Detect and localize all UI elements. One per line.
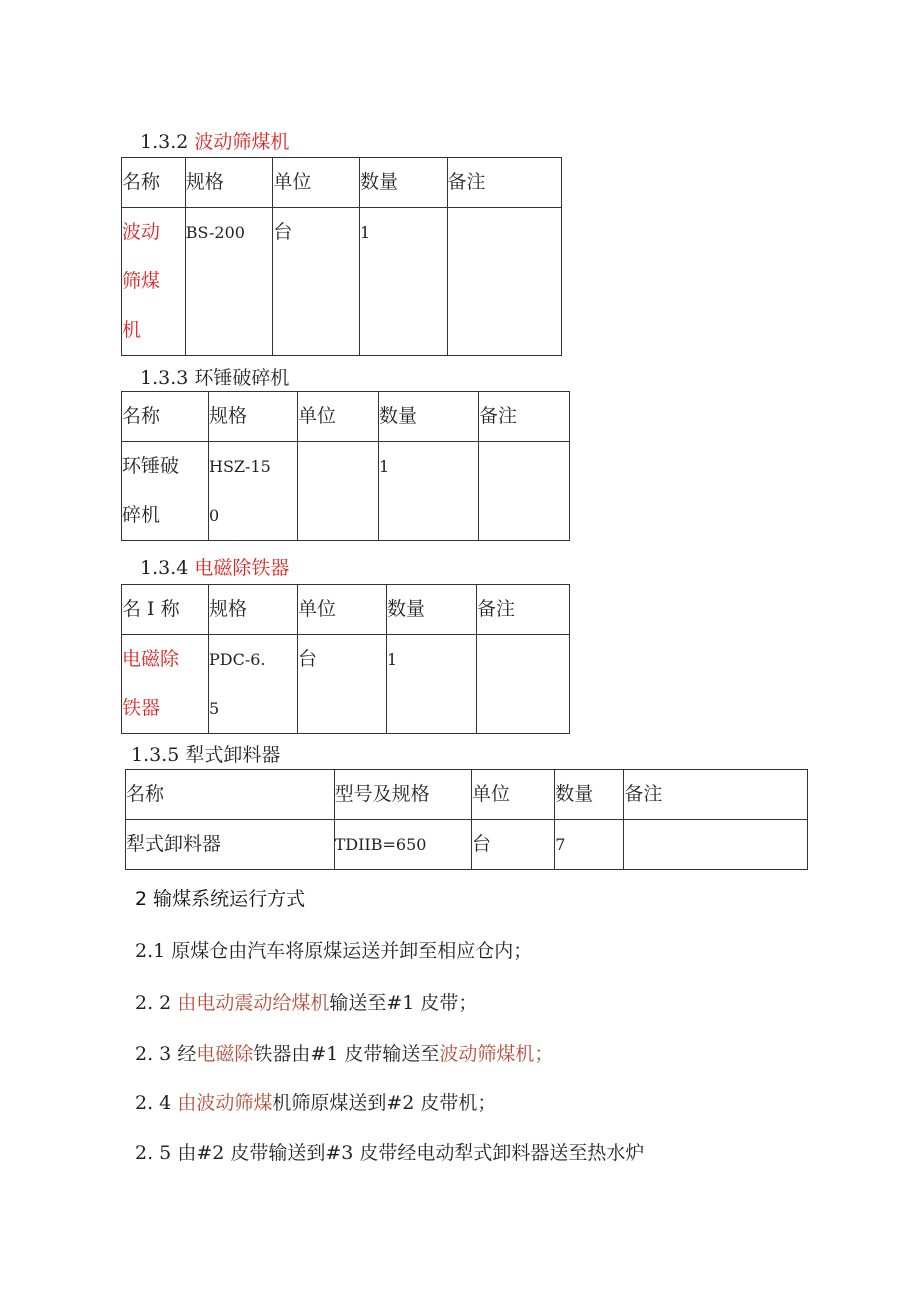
table-cell [447,208,561,356]
heading-number: 1.3.4 [140,557,189,579]
paragraph-text: 经 [177,1043,197,1065]
table-cell [624,820,808,870]
header-cell: 型号及规格 [334,770,471,820]
table-cell: BS-200 [185,208,273,356]
paragraph-2-4 [135,1088,496,1115]
heading-title: 电磁除铁器 [194,557,290,579]
table-cell [298,442,379,541]
header-cell: 数量 [379,392,479,442]
paragraph-number: 2. 3 [135,1043,172,1065]
paragraph-highlight: 波动筛煤机； [439,1043,554,1065]
paragraph-2-2 [135,988,477,1015]
table-header-row [122,585,570,635]
table-cell: 台 [273,208,360,356]
paragraph-number: 2.1 [135,940,166,962]
heading-number: 1.3.5 [131,744,180,766]
header-cell: 名称 [122,158,186,208]
header-cell: 单位 [298,585,387,635]
heading-1-3-2 [140,130,289,154]
heading-title: 环锤破碎机 [194,367,290,389]
heading-1-3-5 [131,743,280,767]
table-cell: 电磁除 铁器 [122,635,209,734]
table-cell: 犁式卸料器 [126,820,335,870]
paragraph-text: 原煤仓由汽车将原煤运送并卸至相应仓内； [171,940,533,962]
table-cell: 台 [472,820,555,870]
table-cell: HSZ-15 0 [209,442,298,541]
table-cell: 1 [387,635,477,734]
paragraph-text: 由#2 皮带输送到#3 皮带经电动犁式卸料器送至热水炉 [177,1142,645,1164]
header-cell: 规格 [209,585,298,635]
paragraph-2-5 [135,1138,644,1165]
header-cell: 单位 [298,392,379,442]
table-header-row [122,158,562,208]
paragraph-highlight: 由波动筛煤 [177,1092,273,1114]
header-cell: 规格 [185,158,273,208]
table-cell: 1 [359,208,447,356]
header-cell: 备注 [477,585,570,635]
header-cell: 数量 [555,770,624,820]
table-cell [479,442,570,541]
header-cell: 数量 [359,158,447,208]
header-cell: 备注 [624,770,808,820]
heading-1-3-4 [140,556,289,580]
paragraph-number: 2. 5 [135,1142,172,1164]
paragraph-2-3 [135,1039,553,1066]
header-cell: 名称 [122,392,209,442]
table-cell: TDIIB=650 [334,820,471,870]
table-cell: 1 [379,442,479,541]
paragraph-text: 机筛原煤送到#2 皮带机； [272,1092,497,1114]
table-cell: 环锤破 碎机 [122,442,209,541]
header-cell: 名称 [126,770,335,820]
table-1-3-2 [121,157,562,356]
header-cell: 数量 [387,585,477,635]
paragraph-text: 输送至#1 皮带； [329,992,478,1014]
heading-1-3-3 [140,366,289,390]
table-header-row [122,392,570,442]
table-header-row [126,770,808,820]
header-cell: 单位 [273,158,360,208]
paragraph-highlight: 电磁除 [196,1043,254,1065]
table-row [122,442,570,541]
table-cell: PDC-6. 5 [209,635,298,734]
table-cell [477,635,570,734]
heading-number: 1.3.2 [140,131,189,153]
header-cell: 单位 [472,770,555,820]
table-row [122,208,562,356]
table-cell: 波动 筛煤 机 [122,208,186,356]
table-1-3-3 [121,391,570,541]
table-cell: 台 [298,635,387,734]
heading-title: 犁式卸料器 [185,744,281,766]
header-cell: 名 I 称 [122,585,209,635]
heading-number: 1.3.3 [140,367,189,389]
paragraph-number: 2. 2 [135,992,172,1014]
heading-title: 波动筛煤机 [194,131,290,153]
table-row [122,635,570,734]
paragraph-text: 铁器由#1 皮带输送至 [253,1043,440,1065]
paragraph-number: 2. 4 [135,1092,172,1114]
table-row [126,820,808,870]
header-cell: 备注 [447,158,561,208]
table-1-3-4 [121,584,570,734]
paragraph-2-1 [135,936,532,963]
paragraph-highlight: 由电动震动给煤机 [177,992,330,1014]
table-cell: 7 [555,820,624,870]
header-cell: 规格 [209,392,298,442]
header-cell: 备注 [479,392,570,442]
table-1-3-5 [125,769,808,870]
section-2-title: 2 输煤系统运行方式 [135,888,306,910]
